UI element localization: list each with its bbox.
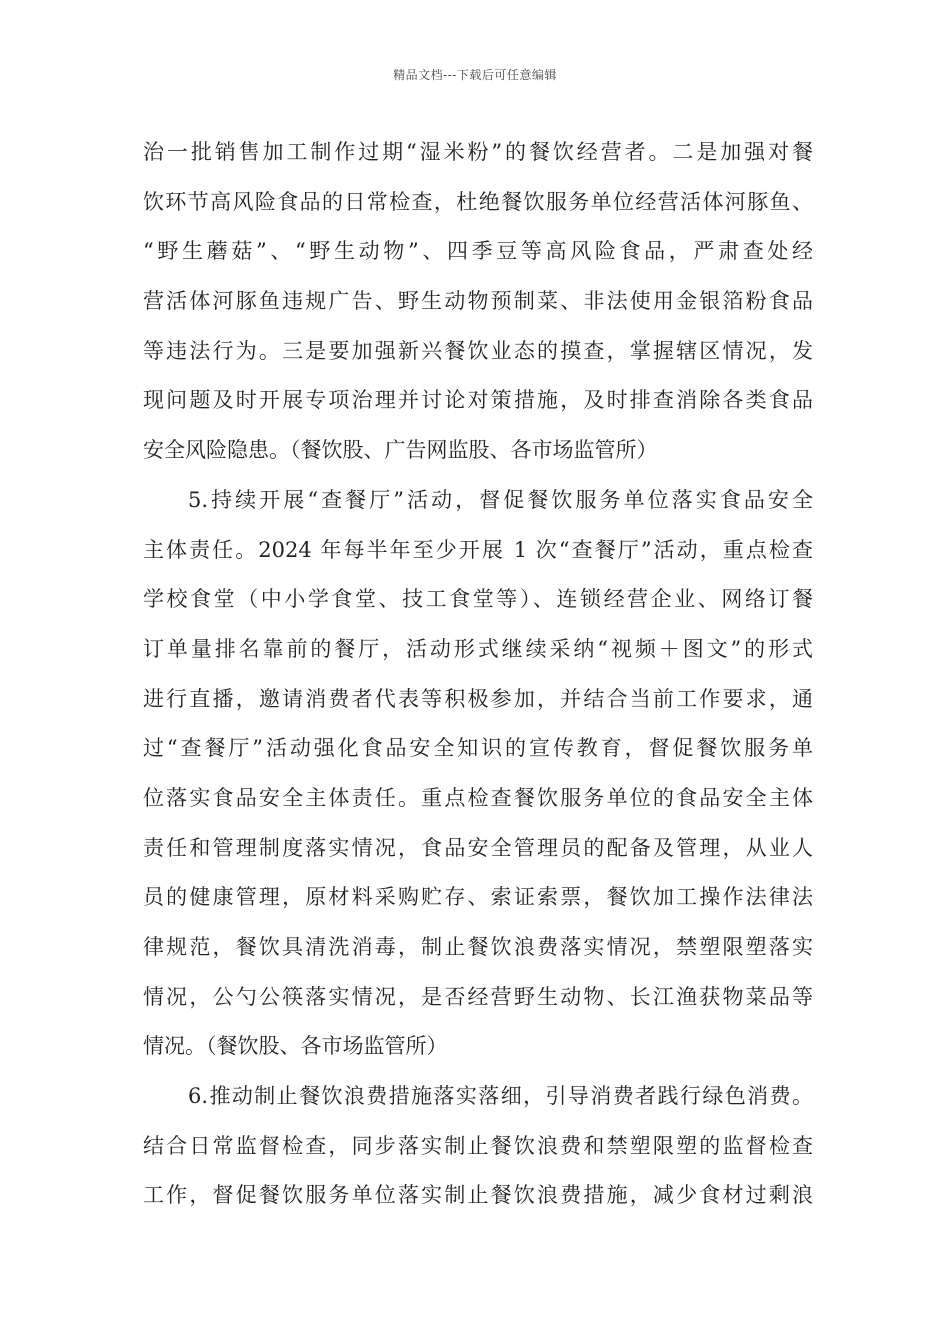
text-line: 情况。（餐饮股、各市场监管所） — [143, 1034, 448, 1059]
text-line: 6.推动制止餐饮浪费措施落实落细，引导消费者践行绿色消费。 — [188, 1084, 813, 1109]
text-line: “野生蘑菇”、“野生动物”、四季豆等高风险食品，严肃查处经 — [143, 239, 813, 264]
text-line: 进行直播，邀请消费者代表等积极参加，并结合当前工作要求，通 — [143, 686, 813, 711]
text-line: 情况，公勺公筷落实情况，是否经营野生动物、长江渔获物菜品等 — [143, 984, 813, 1009]
text-line: 员的健康管理，原材料采购贮存、索证索票，餐饮加工操作法律法 — [143, 885, 813, 910]
text-line: 饮环节高风险食品的日常检查，杜绝餐饮服务单位经营活体河豚鱼、 — [143, 189, 813, 214]
paragraph-continuation — [143, 128, 813, 476]
text-line: 过“查餐厅”活动强化食品安全知识的宣传教育，督促餐饮服务单 — [143, 736, 813, 761]
text-line: 学校食堂（中小学食堂、技工食堂等）、连锁经营企业、网络订餐 — [143, 587, 813, 612]
paragraph-item-5 — [143, 476, 813, 1072]
text-line: 责任和管理制度落实情况，食品安全管理员的配备及管理，从业人 — [143, 835, 813, 860]
text-line: 结合日常监督检查，同步落实制止餐饮浪费和禁塑限塑的监督检查 — [143, 1133, 813, 1158]
text-line: 现问题及时开展专项治理并讨论对策措施，及时排查消除各类食品 — [143, 388, 813, 413]
text-line: 工作，督促餐饮服务单位落实制止餐饮浪费措施，减少食材过剩浪 — [143, 1183, 813, 1208]
text-line: 5.持续开展“查餐厅”活动，督促餐饮服务单位落实食品安全 — [188, 487, 813, 512]
text-line: 主体责任。2024 年每半年至少开展 1 次“查餐厅”活动，重点检查 — [143, 537, 813, 562]
text-line: 等违法行为。三是要加强新兴餐饮业态的摸查，掌握辖区情况，发 — [143, 338, 813, 363]
paragraph-item-6 — [143, 1072, 813, 1221]
text-line: 营活体河豚鱼违规广告、野生动物预制菜、非法使用金银箔粉食品 — [143, 289, 813, 314]
text-line: 位落实食品安全主体责任。重点检查餐饮服务单位的食品安全主体 — [143, 785, 813, 810]
text-line: 订单量排名靠前的餐厅，活动形式继续采纳“视频＋图文”的形式 — [143, 636, 813, 661]
document-body — [143, 128, 813, 1221]
text-line: 安全风险隐患。（餐饮股、广告网监股、各市场监管所） — [143, 438, 658, 463]
text-line: 治一批销售加工制作过期“湿米粉”的餐饮经营者。二是加强对餐 — [143, 140, 813, 164]
text-line: 律规范，餐饮具清洗消毒，制止餐饮浪费落实情况，禁塑限塑落实 — [143, 935, 813, 959]
page-header: 精品文档---下载后可任意编辑 — [393, 68, 557, 82]
